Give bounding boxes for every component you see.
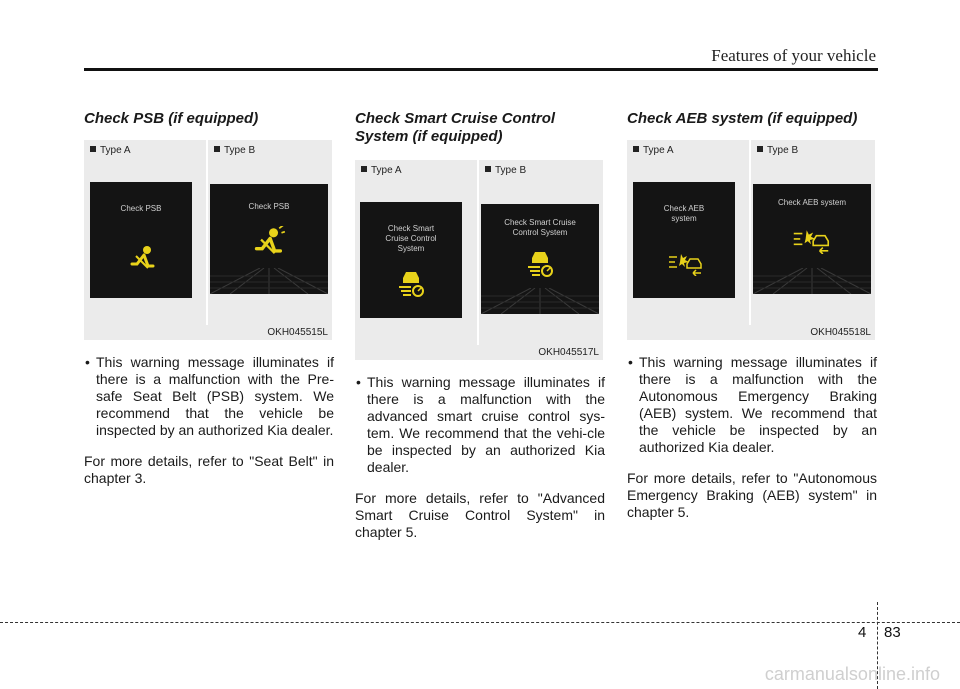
screen-message-line3: System [397, 244, 425, 253]
screen-message-line2: Cruise Control [385, 234, 437, 243]
page-number: 83 [884, 624, 901, 641]
section-aeb [627, 110, 877, 521]
reference-note: For more details, refer to "Advanced Smart Cruise Control System" in chapter 5. [355, 490, 605, 540]
section-psb [84, 110, 334, 487]
section-title: Check AEB system (if equipped) [627, 110, 858, 127]
warning-description: • This warning message illuminates if there is a malfunction with the Autonomous Emergency Braking (AEB) system. We recommend that the vehicle be inspected by an authorized Kia dealer. [627, 354, 877, 456]
figure-psb [84, 140, 332, 340]
type-a-label: Type A [633, 145, 674, 156]
screen-message-line1: Check Smart [387, 224, 435, 233]
type-b-label: Type B [757, 145, 798, 156]
panel-type-a [627, 140, 749, 325]
cruise-control-warning-icon [396, 268, 426, 298]
type-a-label: Type A [361, 165, 402, 176]
section-title: Check PSB (if equipped) [84, 110, 259, 127]
warning-description: • This warning message illuminates if there is a malfunction with the advanced smart cruise control sys-tem. We recommend that the vehi-cle be inspected by an authorized Kia dealer. [355, 374, 605, 476]
screen-message-line1: Check AEB [663, 204, 705, 213]
display-screen [90, 182, 192, 298]
display-screen [360, 202, 462, 318]
screen-message-line2: system [671, 214, 697, 223]
figure-smart-cruise [355, 160, 603, 360]
header-rule [84, 68, 878, 71]
reference-note: For more details, refer to "Autonomous Emergency Braking (AEB) system" in chapter 5. [627, 470, 877, 520]
display-screen [210, 184, 328, 294]
aeb-warning-icon [791, 226, 831, 254]
seatbelt-warning-icon [128, 244, 158, 274]
type-a-label: Type A [90, 145, 131, 156]
type-b-label: Type B [485, 165, 526, 176]
display-screen [753, 184, 871, 294]
section-smart-cruise [355, 110, 605, 541]
panel-type-b [208, 140, 330, 325]
road-graphic [210, 268, 328, 294]
chapter-number: 4 [858, 624, 867, 641]
cruise-control-warning-icon [525, 248, 555, 278]
screen-message: Check PSB [120, 204, 162, 213]
figure-aeb [627, 140, 875, 340]
watermark: carmanualsonline.info [764, 664, 940, 684]
panel-type-b [751, 140, 873, 325]
type-b-label: Type B [214, 145, 255, 156]
screen-message: Check PSB [248, 202, 290, 211]
road-graphic [753, 268, 871, 294]
panel-type-a [355, 160, 477, 345]
figure-code: OKH045518L [810, 327, 871, 338]
aeb-warning-icon [667, 250, 703, 276]
seatbelt-warning-icon [252, 226, 286, 260]
footer-rule [0, 622, 960, 623]
screen-message: Check AEB system [777, 198, 847, 207]
figure-code: OKH045515L [267, 327, 328, 338]
display-screen [481, 204, 599, 314]
screen-message-line1: Check Smart Cruise [504, 218, 576, 227]
screen-message-line2: Control System [512, 228, 568, 237]
panel-type-a [84, 140, 206, 325]
panel-type-b [479, 160, 601, 345]
section-title: Check Smart Cruise Control System (if equipped) [355, 110, 556, 145]
reference-note: For more details, refer to "Seat Belt" in chapter 3. [84, 453, 334, 486]
road-graphic [481, 288, 599, 314]
warning-description: • This warning message illuminates if there is a malfunction with the Pre-safe Seat Belt (PSB) system. We recommend that the vehicle be inspected by an authorized Kia dealer. [84, 354, 334, 439]
figure-code: OKH045517L [538, 347, 599, 358]
display-screen [633, 182, 735, 298]
page-header-title: Features of your vehicle [711, 46, 876, 65]
